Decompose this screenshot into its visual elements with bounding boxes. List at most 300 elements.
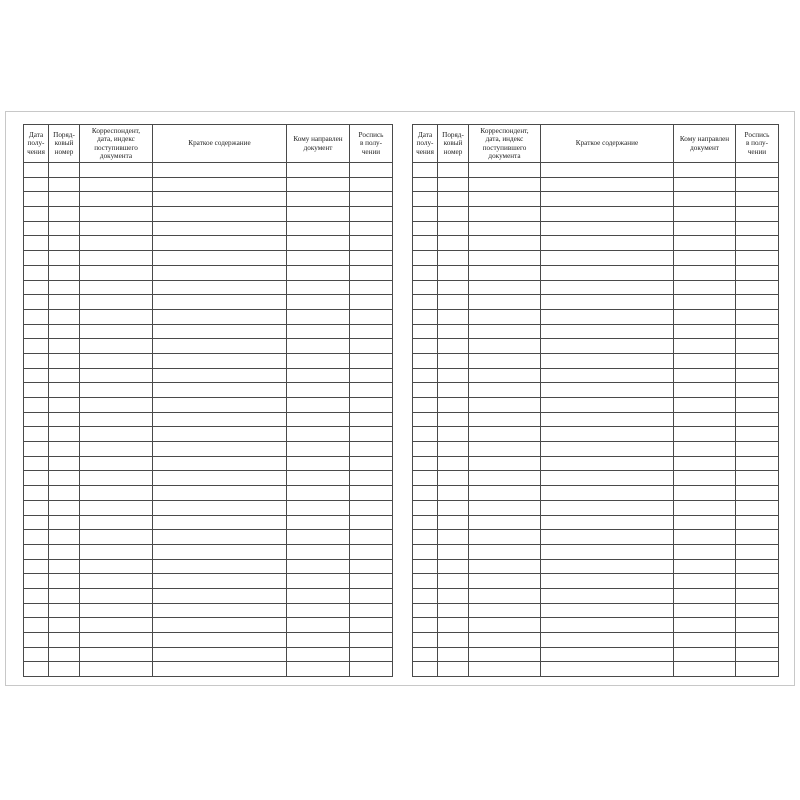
cell-correspondent: [469, 368, 541, 383]
cell-date-received: [413, 295, 438, 310]
cell-correspondent: [80, 633, 153, 648]
cell-signature: [736, 530, 779, 545]
cell-signature: [736, 588, 779, 603]
cell-signature: [736, 618, 779, 633]
cell-correspondent: [80, 192, 153, 207]
cell-signature: [736, 383, 779, 398]
cell-signature: [736, 486, 779, 501]
cell-date-received: [413, 280, 438, 295]
cell-summary: [541, 309, 674, 324]
cell-correspondent: [469, 515, 541, 530]
cell-correspondent: [80, 603, 153, 618]
cell-signature: [350, 368, 393, 383]
cell-signature: [350, 559, 393, 574]
cell-recipient: [287, 339, 350, 354]
column-header-correspondent: Корреспондент, дата, индекс поступившего документа: [80, 125, 153, 163]
cell-serial-number: [438, 530, 469, 545]
cell-serial-number: [49, 486, 80, 501]
cell-recipient: [287, 309, 350, 324]
cell-recipient: [674, 236, 736, 251]
cell-signature: [350, 339, 393, 354]
cell-date-received: [24, 603, 49, 618]
cell-date-received: [24, 662, 49, 677]
table-row: [413, 207, 779, 222]
cell-date-received: [413, 427, 438, 442]
cell-date-received: [413, 177, 438, 192]
table-row: [413, 339, 779, 354]
cell-date-received: [413, 662, 438, 677]
cell-date-received: [413, 207, 438, 222]
header-row: [24, 125, 393, 163]
cell-summary: [541, 456, 674, 471]
cell-correspondent: [469, 442, 541, 457]
table-row: [24, 574, 393, 589]
cell-summary: [541, 486, 674, 501]
table-row: [413, 324, 779, 339]
cell-date-received: [413, 368, 438, 383]
cell-date-received: [413, 383, 438, 398]
table-row: [24, 633, 393, 648]
cell-recipient: [287, 486, 350, 501]
cell-date-received: [24, 221, 49, 236]
table-row: [24, 427, 393, 442]
table-row: [413, 221, 779, 236]
table-row: [24, 339, 393, 354]
cell-summary: [153, 280, 287, 295]
table-row: [24, 280, 393, 295]
table-row: [413, 398, 779, 413]
cell-serial-number: [49, 588, 80, 603]
cell-serial-number: [49, 544, 80, 559]
cell-summary: [541, 574, 674, 589]
cell-summary: [541, 280, 674, 295]
cell-signature: [350, 324, 393, 339]
cell-signature: [350, 353, 393, 368]
cell-signature: [350, 574, 393, 589]
cell-correspondent: [80, 559, 153, 574]
table-row: [413, 427, 779, 442]
cell-recipient: [674, 177, 736, 192]
cell-correspondent: [469, 236, 541, 251]
cell-serial-number: [49, 221, 80, 236]
cell-signature: [350, 236, 393, 251]
cell-signature: [736, 251, 779, 266]
cell-correspondent: [469, 280, 541, 295]
table-row: [24, 530, 393, 545]
cell-recipient: [287, 368, 350, 383]
cell-summary: [541, 603, 674, 618]
cell-signature: [736, 324, 779, 339]
cell-date-received: [24, 339, 49, 354]
cell-recipient: [287, 207, 350, 222]
cell-correspondent: [80, 500, 153, 515]
cell-correspondent: [80, 177, 153, 192]
cell-signature: [350, 618, 393, 633]
cell-recipient: [674, 618, 736, 633]
cell-summary: [541, 588, 674, 603]
cell-date-received: [413, 588, 438, 603]
cell-date-received: [24, 500, 49, 515]
cell-serial-number: [438, 383, 469, 398]
cell-summary: [541, 633, 674, 648]
cell-summary: [541, 177, 674, 192]
cell-summary: [153, 398, 287, 413]
cell-summary: [541, 339, 674, 354]
cell-signature: [736, 177, 779, 192]
cell-date-received: [413, 339, 438, 354]
cell-summary: [153, 295, 287, 310]
table-row: [24, 662, 393, 677]
cell-summary: [541, 412, 674, 427]
cell-correspondent: [469, 398, 541, 413]
cell-date-received: [413, 192, 438, 207]
cell-serial-number: [438, 647, 469, 662]
cell-correspondent: [80, 251, 153, 266]
cell-recipient: [674, 353, 736, 368]
table-row: [24, 515, 393, 530]
cell-serial-number: [438, 603, 469, 618]
cell-correspondent: [80, 236, 153, 251]
column-header-signature: Роспись в полу- чении: [736, 125, 779, 163]
cell-date-received: [24, 544, 49, 559]
cell-summary: [153, 207, 287, 222]
cell-correspondent: [80, 280, 153, 295]
cell-serial-number: [438, 662, 469, 677]
table-row: [24, 353, 393, 368]
column-header-date-received: Дата полу- чения: [24, 125, 49, 163]
cell-correspondent: [469, 192, 541, 207]
cell-correspondent: [469, 265, 541, 280]
table-row: [413, 456, 779, 471]
cell-recipient: [674, 603, 736, 618]
cell-recipient: [674, 588, 736, 603]
cell-serial-number: [49, 265, 80, 280]
cell-summary: [541, 207, 674, 222]
cell-correspondent: [80, 574, 153, 589]
cell-date-received: [413, 633, 438, 648]
cell-date-received: [24, 383, 49, 398]
cell-date-received: [24, 618, 49, 633]
cell-date-received: [24, 456, 49, 471]
table-row: [24, 324, 393, 339]
cell-recipient: [287, 192, 350, 207]
cell-summary: [153, 574, 287, 589]
cell-signature: [736, 574, 779, 589]
cell-serial-number: [49, 530, 80, 545]
cell-recipient: [287, 398, 350, 413]
cell-summary: [153, 647, 287, 662]
cell-serial-number: [438, 236, 469, 251]
cell-recipient: [287, 471, 350, 486]
cell-correspondent: [469, 353, 541, 368]
cell-recipient: [287, 618, 350, 633]
cell-signature: [350, 427, 393, 442]
table-row: [413, 559, 779, 574]
table-row: [413, 588, 779, 603]
cell-recipient: [674, 544, 736, 559]
cell-serial-number: [49, 456, 80, 471]
cell-serial-number: [49, 603, 80, 618]
cell-summary: [153, 412, 287, 427]
cell-serial-number: [49, 339, 80, 354]
table-row: [24, 265, 393, 280]
cell-serial-number: [438, 456, 469, 471]
cell-date-received: [24, 163, 49, 178]
cell-correspondent: [80, 618, 153, 633]
cell-serial-number: [49, 412, 80, 427]
table-row: [413, 486, 779, 501]
cell-signature: [350, 221, 393, 236]
cell-summary: [541, 662, 674, 677]
cell-date-received: [413, 398, 438, 413]
cell-summary: [541, 163, 674, 178]
cell-recipient: [287, 280, 350, 295]
table-row: [24, 647, 393, 662]
cell-summary: [541, 618, 674, 633]
cell-date-received: [24, 295, 49, 310]
table-row: [413, 471, 779, 486]
cell-correspondent: [469, 603, 541, 618]
cell-signature: [736, 265, 779, 280]
cell-date-received: [24, 559, 49, 574]
cell-correspondent: [469, 163, 541, 178]
cell-correspondent: [469, 221, 541, 236]
cell-date-received: [413, 530, 438, 545]
cell-date-received: [413, 618, 438, 633]
cell-recipient: [674, 324, 736, 339]
cell-recipient: [287, 588, 350, 603]
cell-serial-number: [49, 442, 80, 457]
journal-page-right: [412, 124, 779, 677]
cell-summary: [541, 530, 674, 545]
cell-signature: [736, 236, 779, 251]
table-row: [413, 353, 779, 368]
cell-signature: [350, 530, 393, 545]
table-row: [413, 163, 779, 178]
cell-date-received: [24, 633, 49, 648]
cell-signature: [350, 280, 393, 295]
cell-summary: [153, 633, 287, 648]
cell-date-received: [24, 398, 49, 413]
cell-date-received: [413, 574, 438, 589]
cell-date-received: [24, 207, 49, 222]
cell-summary: [541, 295, 674, 310]
cell-date-received: [413, 163, 438, 178]
cell-date-received: [24, 412, 49, 427]
table-row: [24, 383, 393, 398]
cell-date-received: [24, 368, 49, 383]
cell-serial-number: [438, 207, 469, 222]
cell-recipient: [287, 647, 350, 662]
cell-recipient: [674, 456, 736, 471]
cell-date-received: [413, 544, 438, 559]
table-row: [413, 251, 779, 266]
cell-recipient: [674, 471, 736, 486]
cell-signature: [350, 207, 393, 222]
cell-recipient: [287, 559, 350, 574]
cell-recipient: [674, 295, 736, 310]
cell-signature: [350, 383, 393, 398]
cell-summary: [153, 588, 287, 603]
cell-serial-number: [49, 618, 80, 633]
cell-date-received: [24, 251, 49, 266]
cell-summary: [153, 544, 287, 559]
table-row: [413, 265, 779, 280]
cell-correspondent: [80, 647, 153, 662]
cell-signature: [350, 192, 393, 207]
cell-summary: [153, 324, 287, 339]
cell-serial-number: [438, 412, 469, 427]
cell-correspondent: [80, 295, 153, 310]
table-row: [24, 368, 393, 383]
cell-correspondent: [80, 515, 153, 530]
cell-correspondent: [80, 398, 153, 413]
cell-signature: [736, 221, 779, 236]
table-row: [413, 442, 779, 457]
cell-correspondent: [469, 633, 541, 648]
cell-summary: [541, 544, 674, 559]
cell-signature: [736, 207, 779, 222]
table-row: [413, 383, 779, 398]
cell-summary: [153, 236, 287, 251]
table-row: [24, 207, 393, 222]
cell-signature: [736, 559, 779, 574]
cell-serial-number: [438, 500, 469, 515]
cell-recipient: [287, 265, 350, 280]
cell-serial-number: [49, 383, 80, 398]
cell-summary: [153, 515, 287, 530]
cell-date-received: [24, 530, 49, 545]
cell-summary: [153, 471, 287, 486]
cell-serial-number: [438, 353, 469, 368]
cell-summary: [153, 383, 287, 398]
table-row: [24, 588, 393, 603]
cell-summary: [153, 618, 287, 633]
column-header-signature: Роспись в полу- чении: [350, 125, 393, 163]
cell-correspondent: [80, 456, 153, 471]
cell-signature: [736, 633, 779, 648]
cell-summary: [153, 603, 287, 618]
table-row: [413, 177, 779, 192]
cell-serial-number: [438, 251, 469, 266]
cell-summary: [153, 192, 287, 207]
cell-signature: [350, 309, 393, 324]
cell-correspondent: [469, 647, 541, 662]
cell-signature: [350, 603, 393, 618]
cell-correspondent: [80, 544, 153, 559]
cell-signature: [736, 603, 779, 618]
table-row: [24, 618, 393, 633]
cell-date-received: [24, 324, 49, 339]
cell-signature: [736, 500, 779, 515]
cell-date-received: [24, 309, 49, 324]
cell-recipient: [287, 544, 350, 559]
cell-summary: [153, 265, 287, 280]
cell-recipient: [674, 221, 736, 236]
cell-serial-number: [49, 207, 80, 222]
cell-date-received: [24, 574, 49, 589]
cell-recipient: [674, 647, 736, 662]
cell-serial-number: [49, 368, 80, 383]
cell-serial-number: [438, 544, 469, 559]
cell-summary: [153, 177, 287, 192]
cell-recipient: [287, 662, 350, 677]
table-row: [24, 559, 393, 574]
cell-correspondent: [80, 383, 153, 398]
cell-serial-number: [49, 324, 80, 339]
table-row: [24, 471, 393, 486]
cell-recipient: [674, 192, 736, 207]
cell-recipient: [287, 427, 350, 442]
cell-serial-number: [49, 633, 80, 648]
column-header-correspondent: Корреспондент, дата, индекс поступившего документа: [469, 125, 541, 163]
cell-signature: [736, 662, 779, 677]
column-header-recipient: Кому направлен документ: [674, 125, 736, 163]
cell-correspondent: [469, 588, 541, 603]
cell-serial-number: [438, 559, 469, 574]
cell-correspondent: [469, 412, 541, 427]
table-row: [24, 309, 393, 324]
cell-summary: [541, 442, 674, 457]
table-row: [24, 412, 393, 427]
cell-serial-number: [49, 500, 80, 515]
table-row: [24, 544, 393, 559]
cell-correspondent: [80, 163, 153, 178]
cell-recipient: [287, 221, 350, 236]
cell-serial-number: [49, 471, 80, 486]
cell-signature: [736, 163, 779, 178]
table-row: [24, 398, 393, 413]
cell-signature: [736, 442, 779, 457]
cell-serial-number: [49, 398, 80, 413]
cell-serial-number: [49, 662, 80, 677]
cell-date-received: [24, 486, 49, 501]
cell-summary: [541, 427, 674, 442]
cell-correspondent: [80, 353, 153, 368]
cell-summary: [153, 530, 287, 545]
cell-recipient: [287, 633, 350, 648]
cell-date-received: [24, 192, 49, 207]
column-header-serial-number: Поряд- ковый номер: [438, 125, 469, 163]
cell-recipient: [674, 398, 736, 413]
journal-page-left: [23, 124, 393, 677]
cell-signature: [350, 295, 393, 310]
cell-summary: [153, 456, 287, 471]
cell-date-received: [24, 647, 49, 662]
cell-serial-number: [49, 647, 80, 662]
cell-correspondent: [469, 427, 541, 442]
cell-summary: [153, 163, 287, 178]
cell-signature: [736, 515, 779, 530]
cell-date-received: [413, 309, 438, 324]
cell-date-received: [413, 559, 438, 574]
cell-recipient: [674, 427, 736, 442]
cell-signature: [350, 633, 393, 648]
cell-serial-number: [438, 265, 469, 280]
cell-recipient: [287, 500, 350, 515]
cell-signature: [736, 192, 779, 207]
cell-serial-number: [438, 588, 469, 603]
cell-date-received: [24, 353, 49, 368]
cell-recipient: [287, 530, 350, 545]
cell-correspondent: [80, 442, 153, 457]
cell-date-received: [24, 588, 49, 603]
column-header-summary: Краткое содержание: [541, 125, 674, 163]
cell-recipient: [674, 574, 736, 589]
column-header-summary: Краткое содержание: [153, 125, 287, 163]
cell-serial-number: [438, 177, 469, 192]
table-row: [24, 295, 393, 310]
